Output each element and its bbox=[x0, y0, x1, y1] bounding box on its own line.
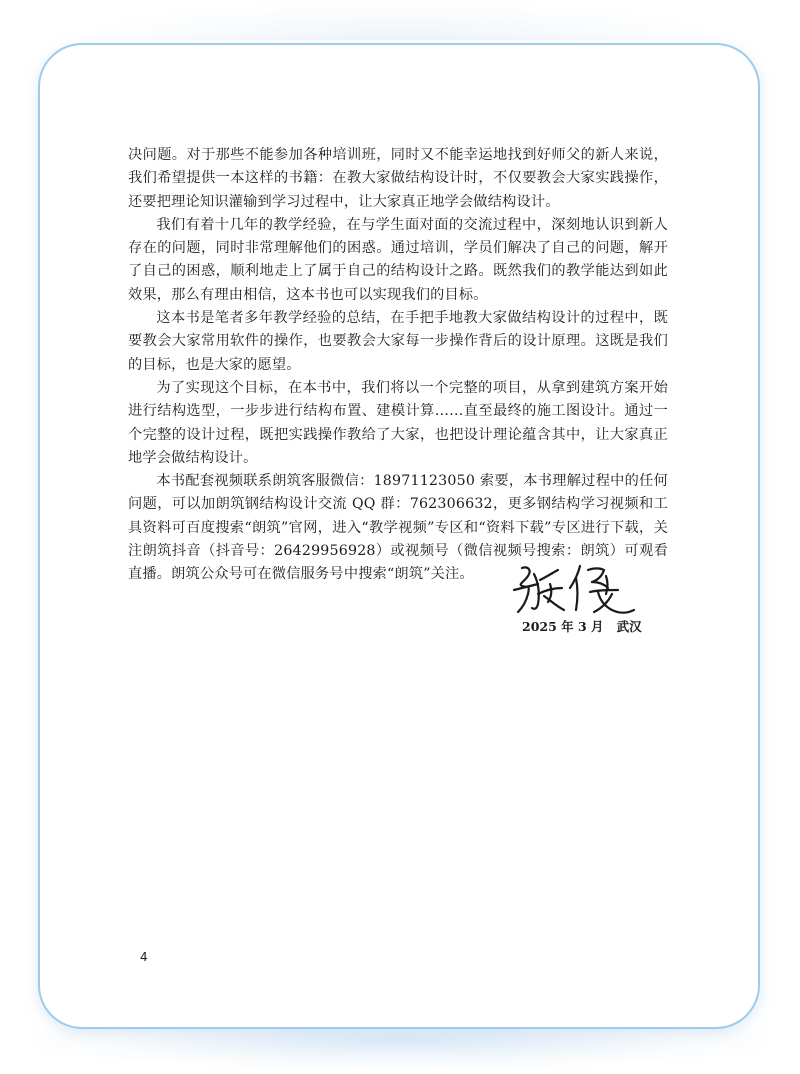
body-text bbox=[128, 144, 668, 587]
signature-date-location: 2025 年 3 月 武汉 bbox=[522, 619, 642, 634]
top-shadow bbox=[70, 0, 730, 40]
paragraph-4: 为了实现这个目标，在本书中，我们将以一个完整的项目，从拿到建筑方案开始进行结构选型，一步步进行结构布置、建模计算……直至最终的施工图设计。通过一个完整的设计过程，既把实践操作教给了大家，也把设计理论蕴含其中，让大家真正地学会做结构设计。 bbox=[128, 379, 668, 466]
paragraph-1: 决问题。对于那些不能参加各种培训班，同时又不能幸运地找到好师父的新人来说，我们希望提供一本这样的书籍：在教大家做结构设计时，不仅要教会大家实践操作，还要把理论知识灌输到学习过程中，让大家真正地学会做结构设计。 bbox=[128, 147, 668, 210]
paragraph-5: 本书配套视频联系朗筑客服微信：18971123050 索要，本书理解过程中的任何问题，可以加朗筑钢结构设计交流 QQ 群：762306632，更多钢结构学习视频和工具资料可百度搜索“朗筑”官网，进入“教学视频”专区和“资料下载”专区进行下载，关注朗筑抖音（抖音号：26429956928）或视频号（微信视频号搜索：朗筑）可观看直播。朗筑公众号可在微信服务号中搜索“朗筑”关注。 bbox=[128, 473, 668, 583]
paragraph-2: 我们有着十几年的教学经验，在与学生面对面的交流过程中，深刻地认识到新人存在的问题，同时非常理解他们的困惑。通过培训，学员们解决了自己的问题，解开了自己的困惑，顺利地走上了属于自己的结构设计之路。既然我们的教学能达到如此效果，那么有理由相信，这本书也可以实现我们的目标。 bbox=[128, 216, 668, 303]
paragraph-3: 这本书是笔者多年教学经验的总结，在手把手地教大家做结构设计的过程中，既要教会大家常用软件的操作，也要教会大家每一步操作背后的设计原理。这既是我们的目标，也是大家的愿望。 bbox=[128, 310, 668, 373]
page-number: 4 bbox=[140, 950, 148, 964]
handwritten-signature bbox=[508, 560, 642, 620]
